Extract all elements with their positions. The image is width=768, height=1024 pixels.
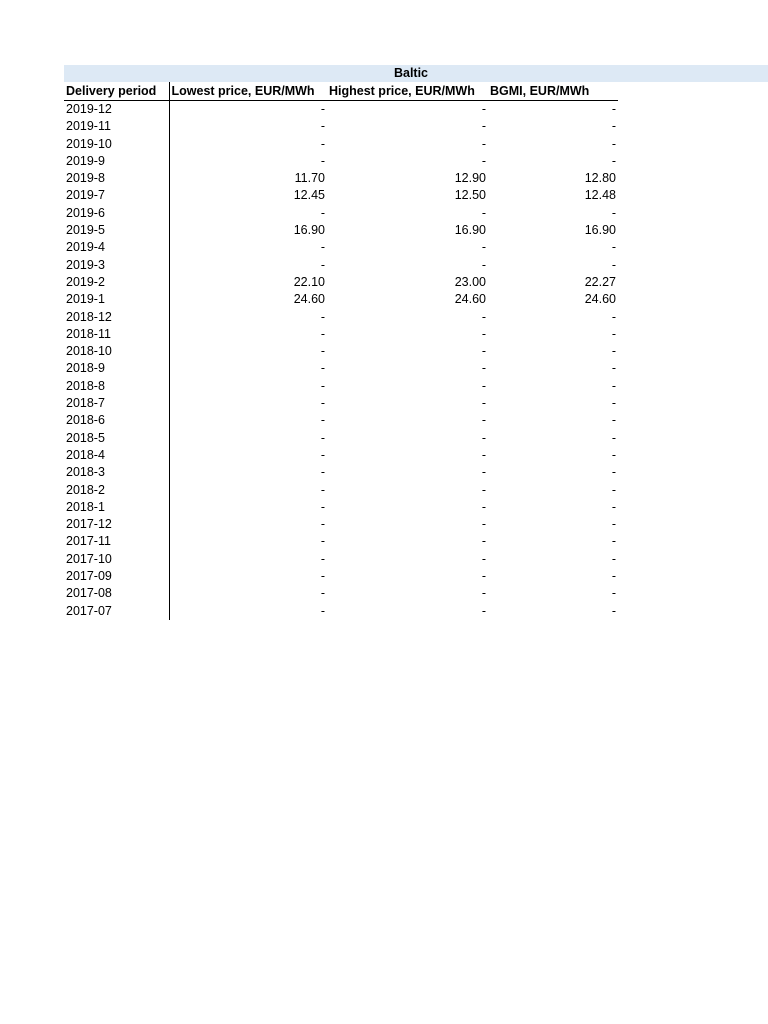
- cell-bgmi: 12.80: [584, 171, 616, 186]
- cell-delivery-period: 2019-5: [66, 223, 105, 238]
- price-sheet: [64, 65, 768, 620]
- table-row: [64, 101, 618, 119]
- cell-lowest-price: -: [169, 153, 327, 170]
- cell-lowest-price: -: [169, 378, 327, 395]
- header-bgmi: BGMI, EUR/MWh: [488, 82, 618, 101]
- cell-highest-price: -: [481, 413, 486, 428]
- cell-delivery-period: 2019-7: [66, 188, 105, 203]
- cell-bgmi: 22.27: [584, 274, 616, 289]
- cell-bgmi: -: [611, 534, 616, 549]
- cell-highest-price: -: [481, 586, 486, 601]
- cell-delivery-period: 2017-07: [66, 603, 112, 618]
- cell-lowest-price: -: [169, 395, 327, 412]
- cell-highest-price: -: [481, 465, 486, 480]
- table-row: [64, 395, 618, 412]
- cell-lowest-price: -: [169, 516, 327, 533]
- cell-highest-price: 12.50: [454, 188, 486, 203]
- region-header: Baltic: [64, 65, 768, 82]
- cell-lowest-price: -: [169, 136, 327, 153]
- cell-bgmi: -: [611, 586, 616, 601]
- cell-delivery-period: 2018-7: [66, 396, 105, 411]
- table-row: [64, 378, 618, 395]
- cell-bgmi: -: [611, 257, 616, 272]
- cell-highest-price: -: [481, 344, 486, 359]
- table-row: [64, 551, 618, 568]
- table-row: [64, 222, 618, 239]
- cell-lowest-price: 11.70: [169, 170, 327, 187]
- cell-lowest-price: -: [169, 412, 327, 429]
- cell-bgmi: -: [611, 119, 616, 134]
- cell-delivery-period: 2018-3: [66, 465, 105, 480]
- table-body: [64, 101, 618, 620]
- header-delivery-period: Delivery period: [64, 82, 169, 101]
- cell-delivery-period: 2017-09: [66, 569, 112, 584]
- cell-delivery-period: 2018-12: [66, 309, 112, 324]
- table-row: [64, 499, 618, 516]
- cell-lowest-price: -: [169, 499, 327, 516]
- cell-delivery-period: 2019-10: [66, 136, 112, 151]
- table-row: [64, 170, 618, 187]
- cell-lowest-price: -: [169, 326, 327, 343]
- cell-delivery-period: 2018-10: [66, 344, 112, 359]
- table-row: [64, 274, 618, 291]
- table-row: [64, 239, 618, 256]
- cell-bgmi: -: [611, 205, 616, 220]
- cell-bgmi: -: [611, 430, 616, 445]
- cell-lowest-price: -: [169, 551, 327, 568]
- cell-delivery-period: 2018-9: [66, 361, 105, 376]
- cell-bgmi: 16.90: [584, 223, 616, 238]
- table-row: [64, 482, 618, 499]
- cell-lowest-price: -: [169, 568, 327, 585]
- cell-delivery-period: 2018-6: [66, 413, 105, 428]
- table-row: [64, 257, 618, 274]
- cell-delivery-period: 2017-11: [66, 534, 111, 549]
- cell-bgmi: -: [611, 102, 616, 116]
- cell-bgmi: -: [611, 240, 616, 255]
- cell-delivery-period: 2018-5: [66, 430, 105, 445]
- cell-lowest-price: -: [169, 603, 327, 620]
- cell-lowest-price: -: [169, 205, 327, 222]
- cell-highest-price: -: [481, 257, 486, 272]
- cell-bgmi: -: [611, 465, 616, 480]
- cell-delivery-period: 2018-11: [66, 326, 111, 341]
- table-row: [64, 187, 618, 204]
- cell-highest-price: 12.90: [454, 171, 486, 186]
- cell-lowest-price: 12.45: [169, 187, 327, 204]
- cell-highest-price: -: [481, 153, 486, 168]
- cell-lowest-price: -: [169, 482, 327, 499]
- cell-lowest-price: -: [169, 585, 327, 602]
- cell-bgmi: -: [611, 326, 616, 341]
- header-highest-price: Highest price, EUR/MWh: [327, 82, 488, 101]
- cell-delivery-period: 2017-08: [66, 586, 112, 601]
- cell-highest-price: 23.00: [454, 274, 486, 289]
- table-row: [64, 412, 618, 429]
- cell-highest-price: -: [481, 482, 486, 497]
- header-row: [64, 82, 618, 101]
- cell-highest-price: -: [481, 430, 486, 445]
- table-row: [64, 291, 618, 308]
- cell-bgmi: -: [611, 344, 616, 359]
- cell-delivery-period: 2017-12: [66, 517, 112, 532]
- table-row: [64, 205, 618, 222]
- cell-lowest-price: 16.90: [169, 222, 327, 239]
- cell-highest-price: -: [481, 309, 486, 324]
- cell-highest-price: 16.90: [454, 223, 486, 238]
- cell-delivery-period: 2019-9: [66, 153, 105, 168]
- table-row: [64, 136, 618, 153]
- table-row: [64, 118, 618, 135]
- cell-bgmi: -: [611, 361, 616, 376]
- cell-delivery-period: 2019-6: [66, 205, 105, 220]
- cell-delivery-period: 2018-4: [66, 447, 105, 462]
- table-row: [64, 533, 618, 550]
- cell-delivery-period: 2019-11: [66, 119, 111, 134]
- cell-highest-price: -: [481, 378, 486, 393]
- cell-bgmi: -: [611, 309, 616, 324]
- cell-highest-price: -: [481, 119, 486, 134]
- cell-bgmi: -: [611, 569, 616, 584]
- cell-delivery-period: 2019-1: [66, 292, 105, 307]
- cell-lowest-price: -: [169, 360, 327, 377]
- table-row: [64, 360, 618, 377]
- cell-lowest-price: -: [169, 430, 327, 447]
- cell-highest-price: -: [481, 396, 486, 411]
- cell-bgmi: -: [611, 413, 616, 428]
- cell-bgmi: -: [611, 517, 616, 532]
- cell-highest-price: -: [481, 603, 486, 618]
- cell-lowest-price: -: [169, 118, 327, 135]
- cell-delivery-period: 2018-8: [66, 378, 105, 393]
- cell-highest-price: -: [481, 517, 486, 532]
- table-row: [64, 568, 618, 585]
- cell-highest-price: 24.60: [454, 292, 486, 307]
- cell-lowest-price: -: [169, 239, 327, 256]
- cell-bgmi: -: [611, 499, 616, 514]
- price-table: [64, 82, 618, 620]
- header-lowest-price: Lowest price, EUR/MWh: [169, 82, 327, 101]
- cell-lowest-price: -: [169, 343, 327, 360]
- cell-highest-price: -: [481, 102, 486, 116]
- cell-bgmi: -: [611, 603, 616, 618]
- cell-highest-price: -: [481, 205, 486, 220]
- table-row: [64, 603, 618, 620]
- cell-lowest-price: -: [169, 101, 327, 119]
- cell-highest-price: -: [481, 136, 486, 151]
- cell-bgmi: 24.60: [584, 292, 616, 307]
- cell-bgmi: -: [611, 551, 616, 566]
- cell-lowest-price: 24.60: [169, 291, 327, 308]
- table-row: [64, 516, 618, 533]
- cell-highest-price: -: [481, 569, 486, 584]
- cell-highest-price: -: [481, 534, 486, 549]
- cell-delivery-period: 2018-2: [66, 482, 105, 497]
- table-row: [64, 326, 618, 343]
- cell-lowest-price: -: [169, 464, 327, 481]
- cell-bgmi: 12.48: [584, 188, 616, 203]
- table-row: [64, 343, 618, 360]
- cell-delivery-period: 2018-1: [66, 499, 105, 514]
- cell-highest-price: -: [481, 499, 486, 514]
- cell-lowest-price: -: [169, 309, 327, 326]
- cell-highest-price: -: [481, 447, 486, 462]
- cell-highest-price: -: [481, 240, 486, 255]
- table-row: [64, 153, 618, 170]
- cell-bgmi: -: [611, 447, 616, 462]
- cell-lowest-price: -: [169, 447, 327, 464]
- cell-highest-price: -: [481, 361, 486, 376]
- cell-bgmi: -: [611, 396, 616, 411]
- cell-delivery-period: 2019-8: [66, 171, 105, 186]
- cell-lowest-price: -: [169, 257, 327, 274]
- cell-delivery-period: 2019-4: [66, 240, 105, 255]
- table-row: [64, 447, 618, 464]
- table-row: [64, 430, 618, 447]
- table-row: [64, 309, 618, 326]
- cell-delivery-period: 2019-3: [66, 257, 105, 272]
- table-row: [64, 585, 618, 602]
- cell-bgmi: -: [611, 378, 616, 393]
- table-row: [64, 464, 618, 481]
- cell-lowest-price: 22.10: [169, 274, 327, 291]
- cell-bgmi: -: [611, 136, 616, 151]
- cell-highest-price: -: [481, 326, 486, 341]
- cell-bgmi: -: [611, 482, 616, 497]
- cell-lowest-price: -: [169, 533, 327, 550]
- cell-delivery-period: 2019-2: [66, 274, 105, 289]
- cell-delivery-period: 2017-10: [66, 551, 112, 566]
- cell-delivery-period: 2019-12: [66, 102, 112, 116]
- cell-highest-price: -: [481, 551, 486, 566]
- cell-bgmi: -: [611, 153, 616, 168]
